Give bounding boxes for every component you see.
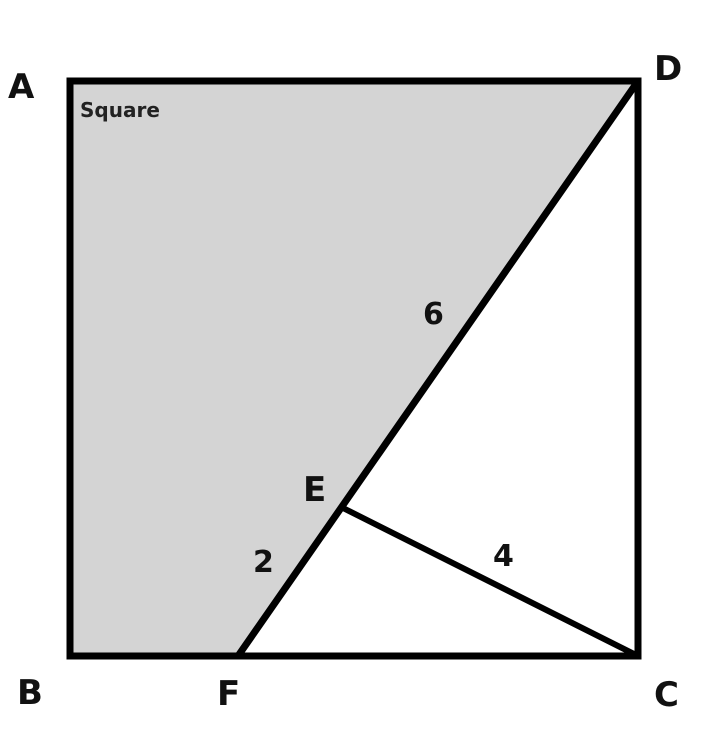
- vertex-label-b: B: [17, 673, 43, 713]
- vertex-label-e: E: [303, 470, 327, 510]
- vertex-label-c: C: [654, 675, 679, 715]
- shape-label: Square: [80, 98, 160, 122]
- vertex-label-a: A: [8, 67, 35, 107]
- segment-ec: [343, 508, 638, 656]
- vertex-label-f: F: [217, 674, 241, 714]
- length-label-ef: 2: [253, 545, 274, 580]
- vertex-label-d: D: [654, 49, 683, 89]
- length-label-de: 6: [423, 297, 444, 332]
- length-label-ec: 4: [493, 539, 514, 574]
- shaded-region: [70, 81, 638, 656]
